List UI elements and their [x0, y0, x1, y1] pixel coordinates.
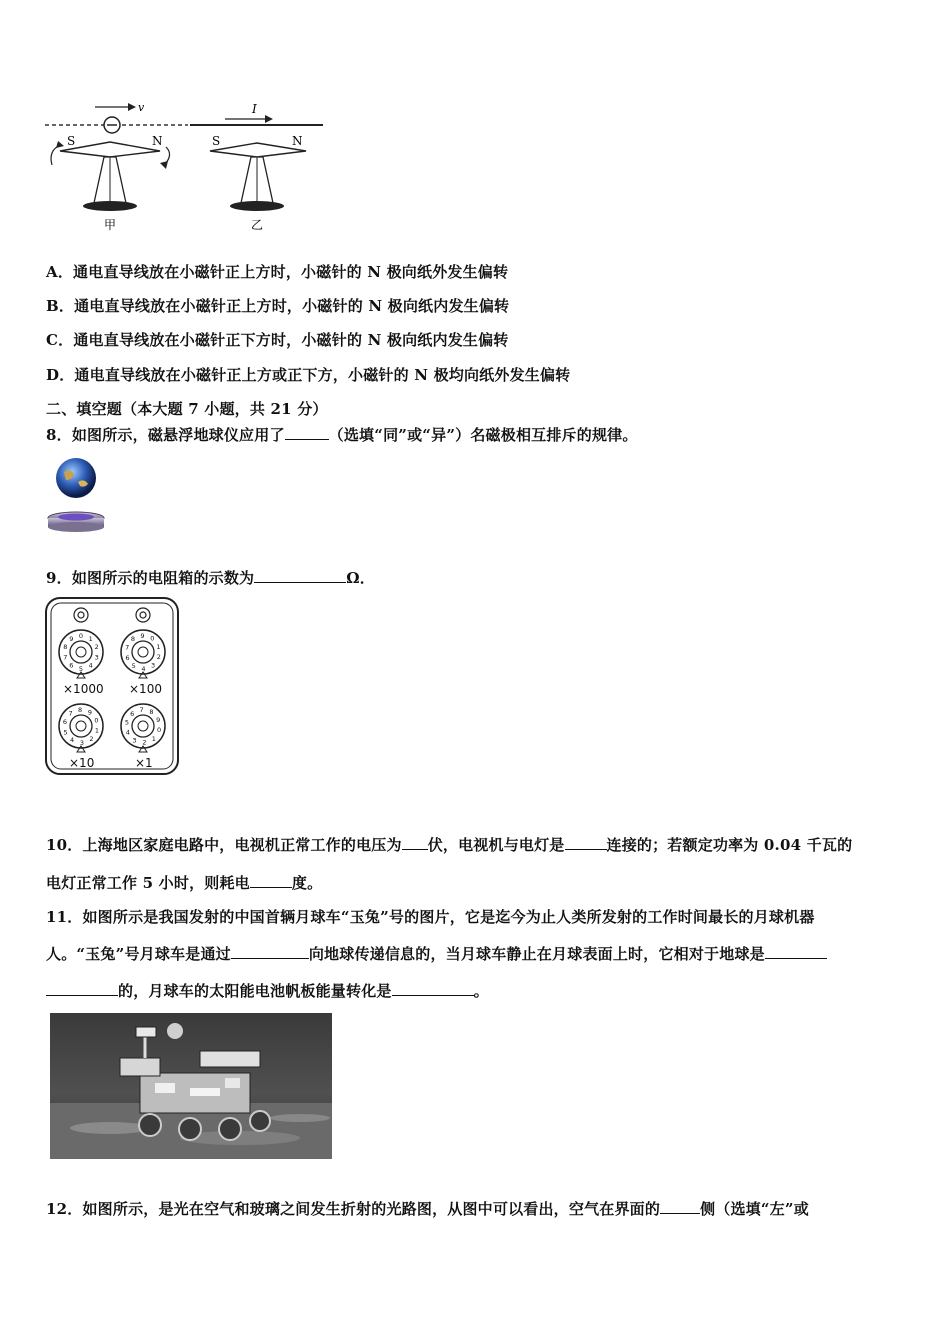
dial-digit: 3: [151, 661, 156, 670]
dial-digit: 2: [94, 643, 99, 652]
dial-digit: 9: [140, 631, 145, 640]
option-b-letter: B．: [46, 297, 75, 315]
option-d-text: 通电直导线放在小磁针正上方或正下方，小磁针的 N 极均向纸外发生偏转: [74, 366, 571, 384]
q9-post: Ω．: [346, 569, 376, 587]
dial-digit: 0: [150, 634, 155, 643]
q11-text-b: 向地球传递信息的，当月球车静止在月球表面上时，它相对于地球是: [308, 945, 765, 963]
option-c-letter: C．: [46, 331, 74, 349]
question-10-line1: [46, 834, 852, 855]
q11-text-d: 。: [473, 982, 489, 1000]
current-label: I: [252, 102, 257, 116]
option-d: [46, 364, 570, 385]
q8-blank[interactable]: [285, 425, 329, 440]
dial-digit: 8: [130, 635, 135, 644]
dial-digit: 8: [149, 708, 154, 717]
dial-digit: 0: [78, 631, 84, 640]
question-11-line3: [46, 980, 489, 1001]
option-c: [46, 329, 509, 350]
dial-digit: 4: [70, 736, 75, 745]
maglev-globe-image: [44, 456, 108, 536]
q10-text-e: 度。: [291, 874, 323, 892]
dial-digit: 5: [131, 661, 136, 670]
dial-digit: 5: [63, 728, 68, 737]
dial-digit: 6: [69, 661, 74, 670]
dial-digit: 8: [78, 705, 83, 714]
option-c-text: 通电直导线放在小磁针正下方时，小磁针的 N 极向纸内发生偏转: [73, 331, 509, 349]
dial-digit: 9: [156, 715, 161, 724]
q11-text-c: 的，月球车的太阳能电池帆板能量转化是: [118, 982, 392, 1000]
dial-digit: 1: [156, 642, 161, 651]
dial-digit: 6: [62, 718, 68, 727]
dial-digit: 4: [141, 664, 146, 673]
label-x1: ×1: [135, 756, 153, 770]
question-10-line2: [46, 872, 322, 893]
dial-digit: 7: [63, 653, 68, 662]
dial-digit: 7: [139, 705, 144, 714]
label-x10: ×10: [69, 756, 95, 770]
dial-digit: 3: [79, 738, 84, 747]
dial-digit: 9: [87, 708, 92, 717]
q12-blank[interactable]: [660, 1199, 700, 1214]
dial-digit: 7: [125, 643, 130, 652]
dial-digit: 5: [124, 718, 129, 727]
velocity-label: v: [138, 101, 145, 114]
left-n-label: N: [152, 134, 163, 148]
question-12: [46, 1198, 809, 1219]
dial-digit: 1: [88, 635, 93, 643]
q12-post: 侧（选填“左”或: [700, 1200, 809, 1218]
yutu-rover-photo: [50, 1013, 332, 1159]
label-x100: ×100: [129, 682, 162, 696]
q10-blank-connection[interactable]: [565, 835, 607, 850]
right-n-label: N: [292, 134, 303, 148]
q11-blank-motion-part1[interactable]: [765, 944, 827, 959]
dial-digit: 6: [130, 709, 135, 718]
q10-text-b: 伏，电视机与电灯是: [427, 836, 565, 854]
dial-digit: 4: [125, 728, 130, 737]
q8-post: （选填“同”或“异”）名磁极相互排斥的规律。: [328, 426, 638, 444]
dial-digit: 1: [94, 726, 100, 735]
q11-blank-energy[interactable]: [392, 981, 474, 996]
option-d-letter: D．: [46, 366, 75, 384]
q8-pre: 8．如图所示，磁悬浮地球仪应用了: [46, 426, 285, 444]
dial-digit: 3: [94, 653, 99, 662]
question-11-line1: 11．如图所示是我国发射的中国首辆月球车“玉兔”号的图片，它是迄今为止人类所发射的工作时间最长的月球机器: [46, 908, 815, 926]
q11-blank-signal[interactable]: [231, 944, 309, 959]
q11-blank-motion-part2[interactable]: [46, 981, 118, 996]
resistance-box: [44, 596, 180, 776]
dial-digit: 2: [156, 653, 161, 661]
q10-text-d: 电灯正常工作 5 小时，则耗电: [46, 874, 250, 892]
dial-digit: 2: [142, 738, 147, 747]
label-x1000: ×1000: [63, 682, 104, 696]
q10-blank-energy[interactable]: [250, 873, 292, 888]
option-a: [46, 261, 508, 282]
q10-blank-voltage[interactable]: [402, 835, 428, 850]
left-s-label: S: [67, 134, 76, 148]
question-9: [46, 567, 375, 588]
dial-digit: 0: [94, 716, 99, 725]
option-b-text: 通电直导线放在小磁针正上方时，小磁针的 N 极向纸内发生偏转: [74, 297, 510, 315]
question-11-line2: [46, 943, 827, 964]
dial-digit: 3: [132, 736, 137, 745]
right-s-label: S: [212, 134, 221, 148]
option-a-letter: A．: [46, 263, 74, 281]
q11-text-a: 人。“玉兔”号月球车是通过: [46, 945, 231, 963]
dial-digit: 2: [89, 735, 94, 744]
dial-digit: 0: [157, 726, 162, 734]
q10-text-a: 10．上海地区家庭电路中，电视机正常工作的电压为: [46, 836, 402, 854]
option-b: [46, 295, 509, 316]
q9-blank[interactable]: [254, 568, 346, 583]
question-8: [46, 424, 638, 445]
q12-pre: 12．如图所示，是光在空气和玻璃之间发生折射的光路图，从图中可以看出，空气在界面的: [46, 1200, 661, 1218]
dial-digit: 9: [69, 635, 74, 643]
label-jia: 甲: [104, 218, 117, 232]
dial-digit: 5: [78, 664, 84, 673]
dial-digit: 4: [88, 661, 93, 670]
compass-figure: [40, 95, 340, 240]
dial-digit: 6: [125, 653, 130, 662]
q9-pre: 9．如图所示的电阻箱的示数为: [46, 569, 255, 587]
dial-digit: 1: [151, 734, 156, 743]
dial-digit: 8: [63, 643, 68, 652]
dial-digit: 7: [68, 709, 73, 718]
label-yi: 乙: [251, 218, 264, 232]
section-title: 二、填空题（本大题 7 小题，共 21 分）: [46, 400, 328, 418]
option-a-text: 通电直导线放在小磁针正上方时，小磁针的 N 极向纸外发生偏转: [73, 263, 509, 281]
q10-text-c: 连接的；若额定功率为 0.04 千瓦的: [606, 836, 853, 854]
